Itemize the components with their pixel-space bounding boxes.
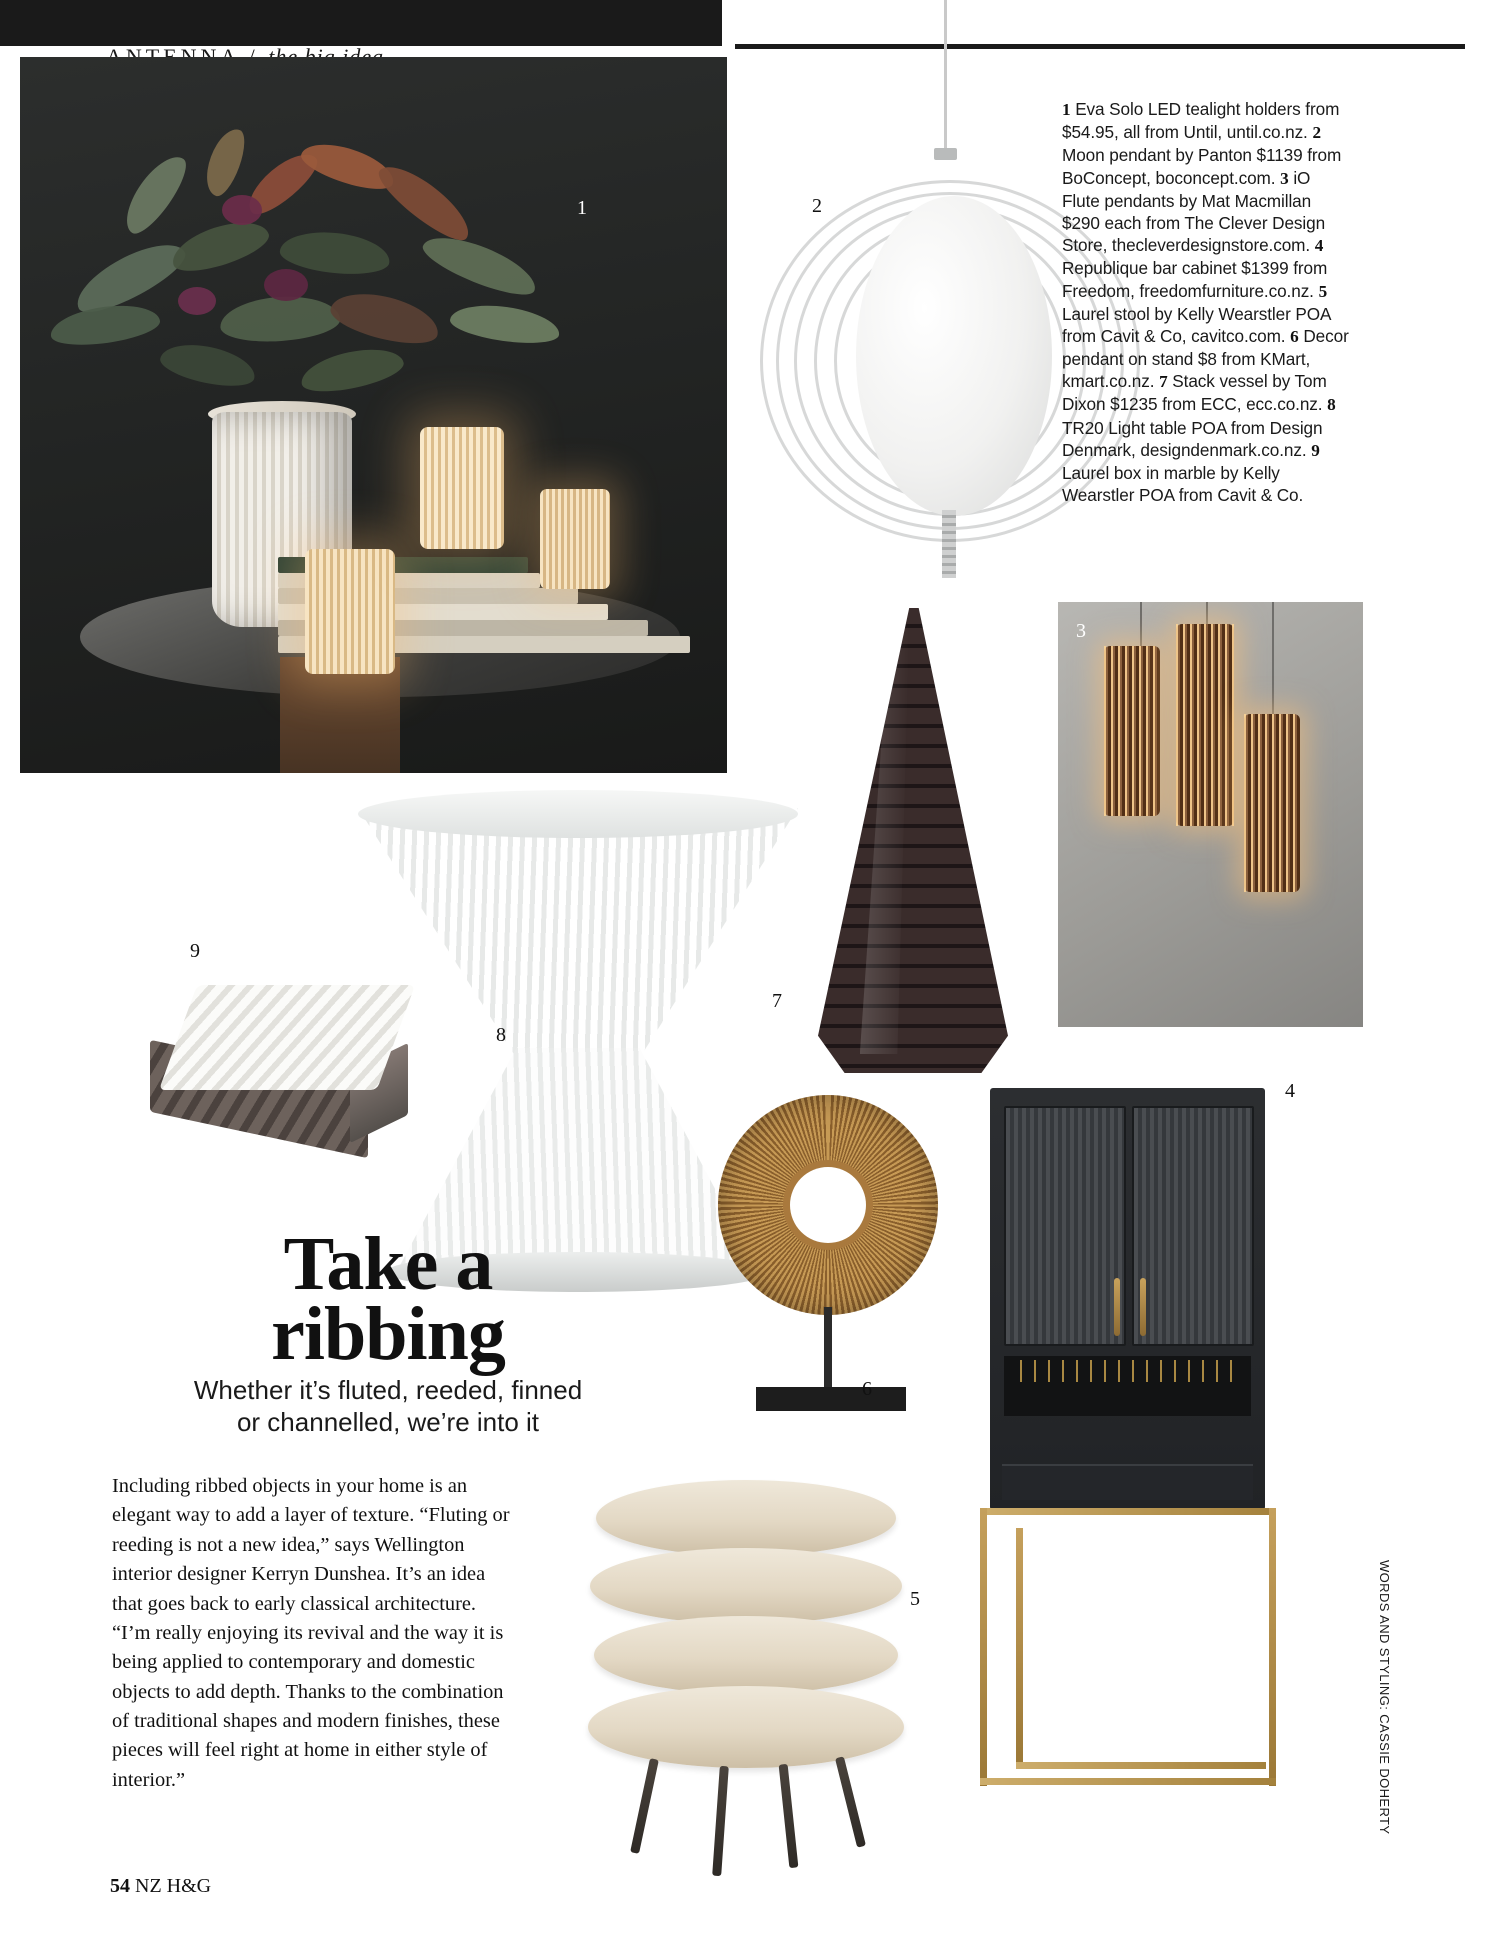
header-black-bar bbox=[0, 0, 722, 46]
caption-number-3: 3 bbox=[1280, 168, 1289, 188]
stand-leg-left bbox=[980, 1508, 987, 1786]
pendant-cord bbox=[944, 0, 947, 150]
pendant-centre-hole bbox=[790, 1167, 866, 1243]
stand-top-bar bbox=[980, 1508, 1276, 1515]
folio-page-number: 54 bbox=[110, 1875, 130, 1897]
headline-line-2: ribbing bbox=[271, 1291, 505, 1376]
stand-bottom-bar bbox=[980, 1778, 1276, 1785]
flute-pendant-right bbox=[1244, 714, 1300, 892]
article-headline bbox=[178, 1222, 598, 1376]
cabinet-handle-left bbox=[1114, 1278, 1120, 1336]
caption-text-2: Moon pendant by Panton $1139 from BoConcept, boconcept.com. bbox=[1062, 145, 1342, 188]
marker-3: 3 bbox=[1076, 620, 1086, 642]
subhead-line-1: Whether it’s fluted, reeded, finned bbox=[193, 1375, 583, 1405]
decor-pendant-on-stand bbox=[718, 1095, 948, 1425]
tealight-holder-front bbox=[305, 549, 395, 674]
caption-number-1: 1 bbox=[1062, 100, 1071, 119]
flute-pendant-left bbox=[1104, 646, 1160, 816]
marker-9: 9 bbox=[190, 940, 200, 962]
caption-item-1 bbox=[1062, 99, 1339, 142]
photo-vase-tealights bbox=[20, 57, 727, 773]
caption-text-5: Laurel stool by Kelly Wearstler POA from Cavit & Co, cavitco.com. bbox=[1062, 303, 1331, 346]
stool-leg-2 bbox=[712, 1766, 729, 1876]
stool-pad-3 bbox=[594, 1616, 898, 1694]
stool-pad-4 bbox=[588, 1686, 904, 1768]
marker-4: 4 bbox=[1285, 1080, 1295, 1102]
caption-number-5: 5 bbox=[1318, 281, 1328, 301]
tealight-holder-mid bbox=[420, 427, 504, 549]
stool-leg-4 bbox=[835, 1756, 866, 1847]
caption-text-9: Laurel box in marble by Kelly Wearstler POA from Cavit & Co. bbox=[1062, 463, 1304, 506]
article-body: Including ribbed objects in your home is an elegant way to add a layer of texture. “Fluting or reeding is not a new idea,” says Wellington interior designer Kerryn Dunshea. It’s an idea that goes back to early classical architecture. “I’m really enjoying its revival and the way it is being applied to contemporary and domestic objects to add depth. Thanks to the combination of traditional shapes and modern finishes, these pieces will feel right at home in either style of interior.” bbox=[112, 1475, 510, 1791]
pendant-stand-stem bbox=[824, 1307, 832, 1389]
laurel-stool bbox=[588, 1480, 908, 1900]
caption-number-9: 9 bbox=[1311, 440, 1320, 460]
stemware-rack bbox=[1020, 1360, 1236, 1382]
caption-text-6: Decor pendant on stand $8 from KMart, kmart.co.nz. bbox=[1062, 325, 1349, 392]
dried-flower-bouquet bbox=[50, 137, 570, 437]
cabinet-drawer bbox=[1002, 1464, 1253, 1500]
moon-pendant-stem bbox=[942, 510, 956, 578]
cabinet-handle-right bbox=[1140, 1278, 1146, 1336]
pendant-cap bbox=[934, 148, 957, 160]
article-subhead bbox=[128, 1375, 648, 1438]
marker-1: 1 bbox=[577, 197, 587, 219]
caption-number-2: 2 bbox=[1312, 123, 1321, 143]
page-header bbox=[0, 0, 1500, 58]
stand-leg-back-left bbox=[1016, 1528, 1023, 1768]
caption-text-7: Stack vessel by Tom Dixon $1235 from ECC, ecc.co.nz. bbox=[1062, 371, 1327, 415]
stool-pad-1 bbox=[596, 1480, 896, 1556]
caption-number-6: 6 bbox=[1290, 326, 1299, 346]
headline-line-1: Take a bbox=[283, 1222, 493, 1306]
pendant-stand-base bbox=[756, 1387, 906, 1411]
photo-credit: WORDS AND STYLING: CASSIE DOHERTY bbox=[1377, 1560, 1392, 1835]
republique-bar-cabinet bbox=[980, 1088, 1280, 1788]
stack-vessel-cone bbox=[818, 608, 1008, 1073]
cabinet-door-right bbox=[1132, 1106, 1254, 1346]
stand-leg-right bbox=[1269, 1508, 1276, 1786]
folio-publication: NZ H&G bbox=[135, 1875, 212, 1897]
caption-text-8: TR20 Light table POA from Design Denmark, designdenmark.co.nz. bbox=[1062, 417, 1323, 460]
marker-8: 8 bbox=[496, 1024, 506, 1046]
caption-text-1: Eva Solo LED tealight holders from $54.95, all from Until, until.co.nz. bbox=[1062, 99, 1340, 143]
caption-number-4: 4 bbox=[1314, 236, 1324, 256]
product-caption-list bbox=[1062, 98, 1352, 506]
flute-pendant-centre bbox=[1176, 624, 1234, 826]
caption-text-4: Republique bar cabinet $1399 from Freedom, freedomfurniture.co.nz. bbox=[1062, 258, 1328, 301]
caption-text-3: iO Flute pendants by Mat Macmillan $290 each from The Clever Design Store, thecleverdesignstore.com. bbox=[1062, 167, 1326, 256]
table-top-disc bbox=[358, 790, 798, 838]
moon-pendant-core bbox=[856, 196, 1052, 516]
marker-5: 5 bbox=[910, 1588, 920, 1610]
cone-body bbox=[818, 608, 1008, 1073]
marker-7: 7 bbox=[772, 990, 782, 1012]
marker-2: 2 bbox=[812, 195, 822, 217]
stool-leg-3 bbox=[779, 1764, 799, 1868]
stand-bottom-back-bar bbox=[1016, 1762, 1266, 1769]
header-rule bbox=[735, 44, 1465, 49]
tealight-holder-right bbox=[540, 489, 610, 589]
stool-pad-2 bbox=[590, 1548, 902, 1624]
table-upper-cone bbox=[358, 808, 798, 1058]
photo-io-flute-pendants bbox=[1058, 602, 1363, 1027]
caption-number-7: 7 bbox=[1159, 372, 1168, 392]
caption-number-8: 8 bbox=[1327, 395, 1336, 415]
subhead-line-2: or channelled, we’re into it bbox=[236, 1406, 540, 1437]
page-folio bbox=[110, 1875, 211, 1898]
marker-6: 6 bbox=[862, 1378, 872, 1400]
table-pedestal bbox=[280, 657, 400, 773]
cabinet-door-left bbox=[1004, 1106, 1126, 1346]
stool-leg-1 bbox=[630, 1758, 659, 1854]
